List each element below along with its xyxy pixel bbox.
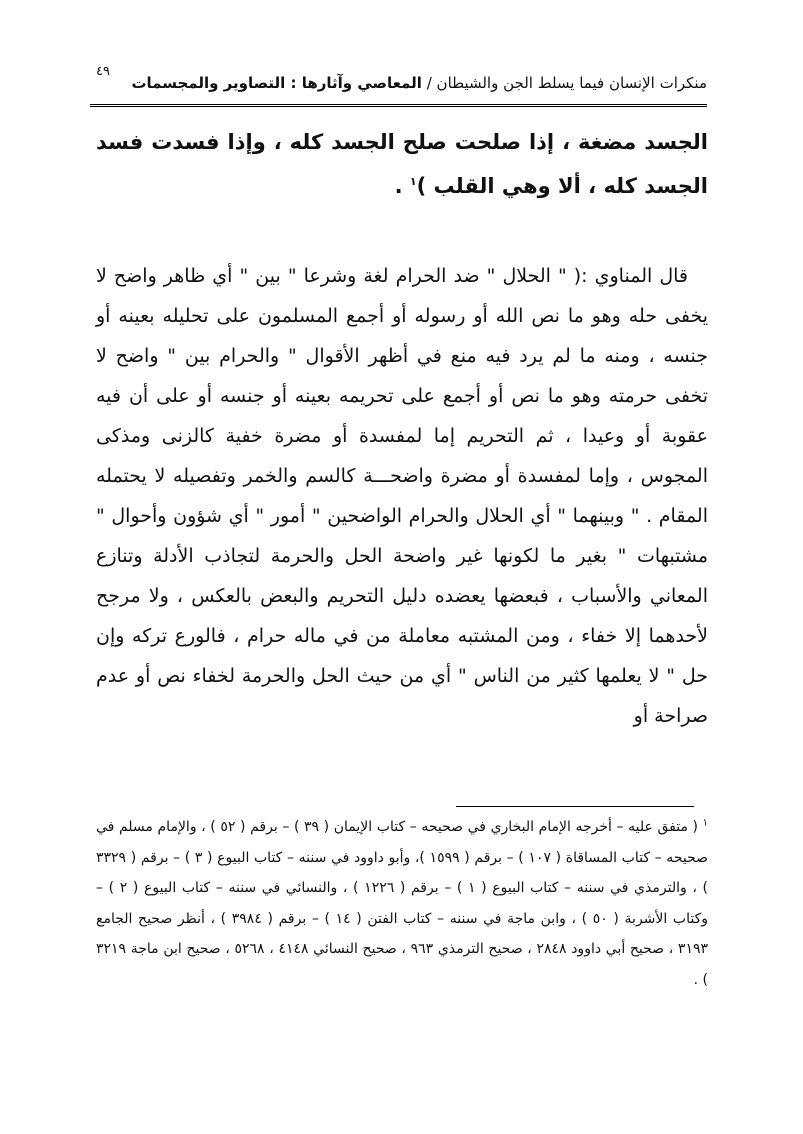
chapter-title: المعاصي وآثارها : التصاوير والمجسمات bbox=[131, 74, 422, 92]
book-title: منكرات الإنسان فيما يسلط الجن والشيطان / bbox=[426, 74, 707, 92]
main-paragraph bbox=[96, 256, 708, 736]
footnote-text: ( متفق عليه – أخرجه الإمام البخاري في صحيحه – كتاب الإيمان ( ٣٩ ) – برقم ( ٥٢ ) ، والإمام مسلم في صحيحه – كتاب المساقاة ( ١٠٧ ) – برقم ( ١٥٩٩ )، وأبو داوود في سننه – كتاب البيوع ( ٣ ) – برقم ( ٣٣٢٩ ) ، والترمذي في سننه – كتاب البيوع ( ١ ) – برقم ( ١٢٢٦ ) ، والنسائي في سننه – كتاب البيوع ( ٢ ) – وكتاب الأشربة ( ٥٠ ) ، وابن ماجة في سننه – كتاب الفتن ( ١٤ ) – برقم ( ٣٩٨٤ ) ، أنظر صحيح الجامع ٣١٩٣ ، صحيح أبي داوود ٢٨٤٨ ، صحيح الترمذي ٩٦٣ ، صحيح النسائي ٤١٤٨ ، ٥٢٦٨ ، صحيح ابن ماجة ٣٢١٩ ) . bbox=[96, 819, 709, 988]
page-number: ٤٩ bbox=[96, 64, 110, 79]
page-header bbox=[90, 62, 707, 98]
running-head bbox=[131, 74, 707, 92]
footnote-number: ١ bbox=[702, 817, 708, 829]
bold-paragraph-text: الجسد مضغة ، إذا صلحت صلح الجسد كله ، وإذا فسدت فسد الجسد كله ، ألا وهي القلب ) bbox=[96, 130, 708, 198]
footnote-reference: ١ bbox=[409, 175, 417, 188]
bold-paragraph bbox=[96, 120, 708, 208]
main-paragraph-text: قال المناوي :( " الحلال " ضد الحرام لغة وشرعا " بين " أي ظاهر واضح لا يخفى حله وهو ما نص الله أو رسوله أو أجمع المسلمون على تحليله بعينه أو جنسه ، ومنه ما لم يرد فيه منع في أظهر الأقوال " والحرام بين " واضح لا تخفى حرمته وهو ما نص أو أجمع على تحريمه بعينه أو جنسه أو على أن فيه عقوبة أو وعيدا ، ثم التحريم إما لمفسدة أو مضرة خفية كالزنى ومذكى المجوس ، وإما لمفسدة أو مضرة واضحـــة كالسم والخمر وتفصيله لا يحتمله المقام . " وبينهما " أي الحلال والحرام الواضحين " أمور " أي شؤون وأحوال " مشتبهات " بغير ما لكونها غير واضحة الحل والحرمة لتجاذب الأدلة وتنازع المعاني والأسباب ، فبعضها يعضده دليل التحريم والبعض بالعكس ، ولا مرجح لأحدهما إلا خفاء ، ومن المشتبه معاملة من في ماله حرام ، فالورع تركه وإن حل " لا يعلمها كثير من الناس " أي من حيث الحل والحرمة لخفاء نص أو عدم صراحة أو bbox=[96, 265, 708, 727]
footnote bbox=[96, 812, 708, 995]
footnote-divider bbox=[456, 806, 694, 807]
header-divider bbox=[90, 104, 707, 107]
bold-paragraph-end: . bbox=[394, 174, 410, 198]
